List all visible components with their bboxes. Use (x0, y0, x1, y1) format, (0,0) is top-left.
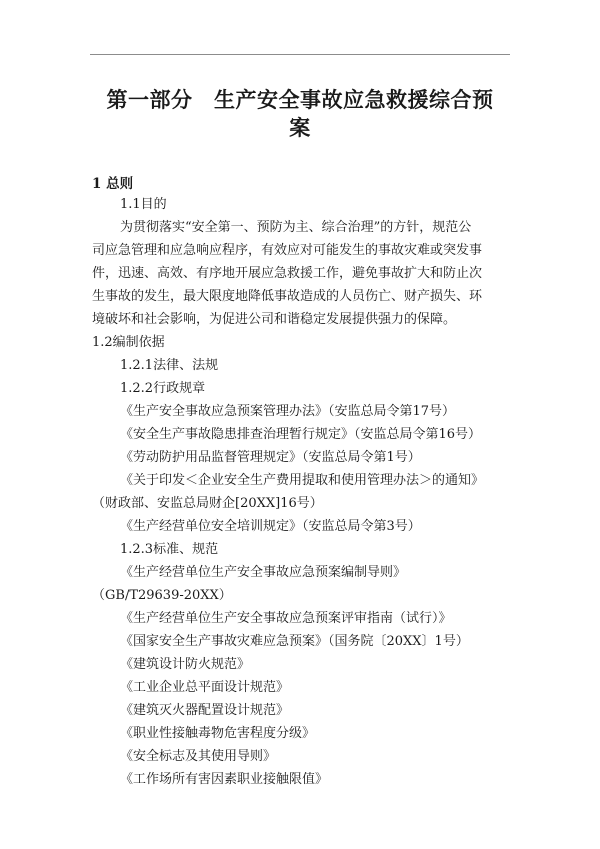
subsection-laws: 1.2.1法律、法规 (120, 358, 219, 373)
regulation-item: 《生产安全事故应急预案管理办法》（安监总局令第17号） (120, 404, 456, 419)
title-line-2: 案 (289, 115, 311, 140)
title-line-1: 第一部分 生产安全事故应急救援综合预 (106, 87, 494, 112)
standard-item-continued: （GB/T29639-20XX） (92, 588, 232, 603)
subsection-basis: 1.2编制依据 (92, 335, 165, 350)
standard-item: 《建筑灭火器配置设计规范》 (120, 703, 290, 718)
subsection-standards: 1.2.3标准、规范 (120, 542, 219, 557)
purpose-paragraph-line: 件，迅速、高效、有序地开展应急救援工作，避免事故扩大和防止次 (92, 266, 483, 281)
regulation-item-continued: （财政部、安监总局财企[20XX]16号） (92, 496, 323, 511)
section-heading-general: 1 总则 (92, 176, 134, 192)
regulation-item: 《关于印发＜企业安全生产费用提取和使用管理办法＞的通知》 (120, 473, 485, 488)
header-rule (90, 54, 510, 55)
standard-item: 《国家安全生产事故灾难应急预案》（国务院〔20XX〕1号） (120, 634, 469, 649)
purpose-paragraph-line: 境破坏和社会影响，为促进公司和谐稳定发展提供强力的保障。 (92, 312, 457, 327)
document-title (100, 86, 500, 142)
subsection-regulations: 1.2.2行政规章 (120, 381, 206, 396)
purpose-paragraph-line: 司应急管理和应急响应程序，有效应对可能发生的事故灾难或突发事 (92, 243, 483, 258)
standard-item: 《安全标志及其使用导则》 (120, 749, 277, 764)
regulation-item: 《安全生产事故隐患排查治理暂行规定》（安监总局令第16号） (120, 427, 482, 442)
standard-item: 《建筑设计防火规范》 (120, 657, 251, 672)
subsection-purpose: 1.1目的 (120, 197, 167, 212)
purpose-paragraph-line: 生事故的发生，最大限度地降低事故造成的人员伤亡、财产损失、环 (92, 289, 483, 304)
regulation-item: 《生产经营单位安全培训规定》（安监总局令第3号） (120, 519, 421, 534)
standard-item: 《生产经营单位生产安全事故应急预案评审指南（试行）》 (120, 611, 452, 626)
standard-item: 《工业企业总平面设计规范》 (120, 680, 290, 695)
purpose-paragraph-line: 为贯彻落实“安全第一、预防为主、综合治理”的方针，规范公 (120, 220, 472, 235)
standard-item: 《职业性接触毒物危害程度分级》 (120, 726, 316, 741)
standard-item: 《生产经营单位生产安全事故应急预案编制导则》 (120, 565, 407, 580)
regulation-item: 《劳动防护用品监督管理规定》（安监总局令第1号） (120, 450, 421, 465)
standard-item: 《工作场所有害因素职业接触限值》 (120, 772, 329, 787)
